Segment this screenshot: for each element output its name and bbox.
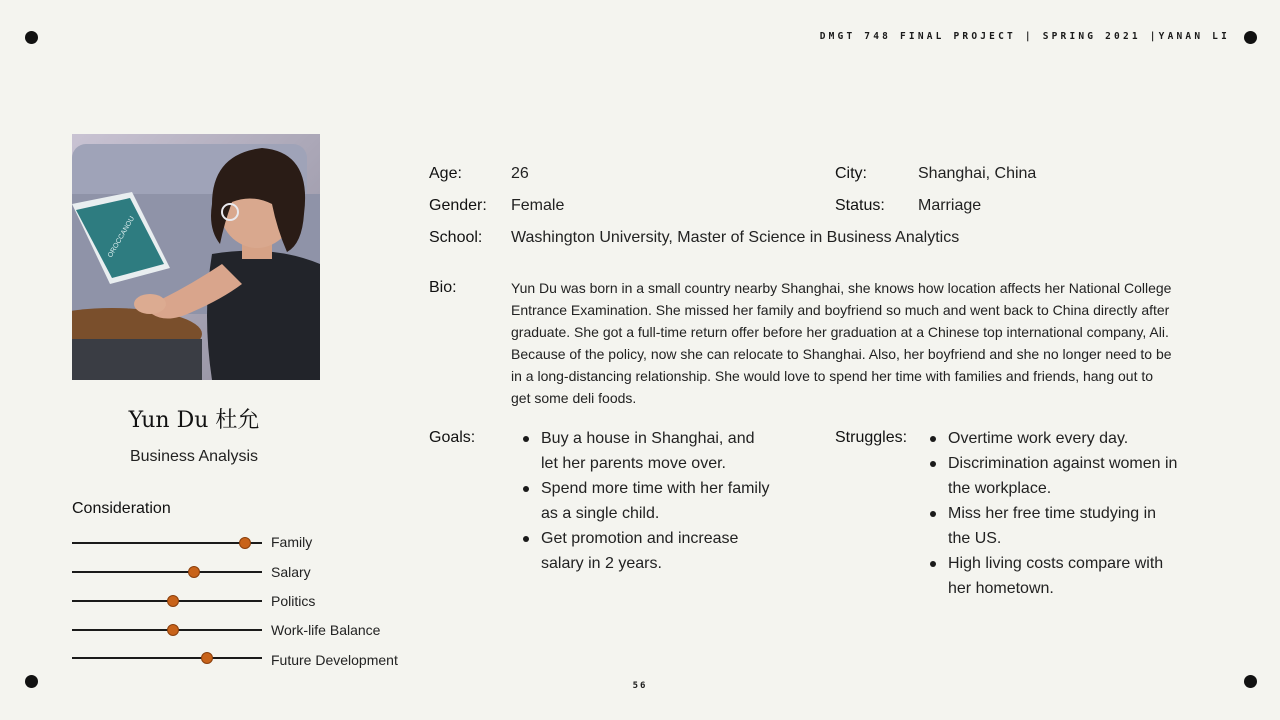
consideration-slider-work-life-balance xyxy=(72,620,262,640)
goal-item: Buy a house in Shanghai, and let her parents move over. xyxy=(523,426,773,476)
slider-knob xyxy=(188,566,200,578)
consideration-slider-future-development xyxy=(72,648,262,668)
consideration-label-salary: Salary xyxy=(271,564,311,580)
slider-knob xyxy=(167,595,179,607)
struggle-item: Discrimination against women in the workplace. xyxy=(930,451,1180,501)
persona-name: Yun Du 杜允 xyxy=(128,408,260,433)
consideration-label-work-life-balance: Work-life Balance xyxy=(271,622,381,638)
goal-item: Spend more time with her family as a single child. xyxy=(523,476,773,526)
struggle-item: High living costs compare with her hometown. xyxy=(930,551,1180,601)
slider-track xyxy=(72,657,262,659)
corner-dot-top-left xyxy=(25,31,38,44)
goal-item: Get promotion and increase salary in 2 years. xyxy=(523,526,773,576)
status-value: Marriage xyxy=(918,197,982,214)
persona-photo xyxy=(72,134,320,380)
goals-list xyxy=(523,426,773,576)
persona-role: Business Analysis xyxy=(129,448,259,465)
struggle-item: Miss her free time studying in the US. xyxy=(930,501,1180,551)
goals-label: Goals: xyxy=(429,429,476,446)
age-label: Age: xyxy=(429,165,462,182)
consideration-label-politics: Politics xyxy=(271,593,316,609)
school-value: Washington University, Master of Science in Business Analytics xyxy=(511,229,960,246)
gender-label: Gender: xyxy=(429,197,487,214)
consideration-title: Consideration xyxy=(72,500,171,517)
struggles-list xyxy=(930,426,1180,601)
consideration-slider-salary xyxy=(72,562,262,582)
slider-knob xyxy=(167,624,179,636)
age-value: 26 xyxy=(511,165,529,182)
school-label: School: xyxy=(429,229,483,246)
slider-knob xyxy=(201,652,213,664)
page-number: 56 xyxy=(632,681,648,691)
slider-knob xyxy=(239,537,251,549)
bio-label: Bio: xyxy=(429,279,457,296)
gender-value: Female xyxy=(511,197,565,214)
consideration-slider-politics xyxy=(72,591,262,611)
slider-track xyxy=(72,542,262,544)
consideration-label-future-development: Future Development xyxy=(271,652,398,668)
struggle-item: Overtime work every day. xyxy=(930,426,1180,451)
slider-track xyxy=(72,571,262,573)
page-header: DMGT 748 FINAL PROJECT | SPRING 2021 |YANAN LI xyxy=(819,31,1230,42)
bio-text: Yun Du was born in a small country nearby Shanghai, she knows how location affects her National College Entrance Examination. She missed her family and boyfriend so much and went back to China directly after graduate. She got a full-time return offer before her graduation at a Chinese top international company, Ali. Because of the policy, now she can relocate to Shanghai. Also, her boyfriend and she no longer need to be in a long-distancing relationship. She would love to spend her time with families and friends, hang out to get some deli foods. xyxy=(511,280,1172,406)
consideration-slider-family xyxy=(72,533,262,553)
status-label: Status: xyxy=(835,197,885,214)
book-cover-text: OROCCANOU xyxy=(106,215,137,259)
city-label: City: xyxy=(835,165,867,182)
corner-dot-bottom-left xyxy=(25,675,38,688)
corner-dot-bottom-right xyxy=(1244,675,1257,688)
consideration-label-family: Family xyxy=(271,534,313,550)
corner-dot-top-right xyxy=(1244,31,1257,44)
city-value: Shanghai, China xyxy=(918,165,1037,182)
struggles-label: Struggles: xyxy=(835,429,908,446)
